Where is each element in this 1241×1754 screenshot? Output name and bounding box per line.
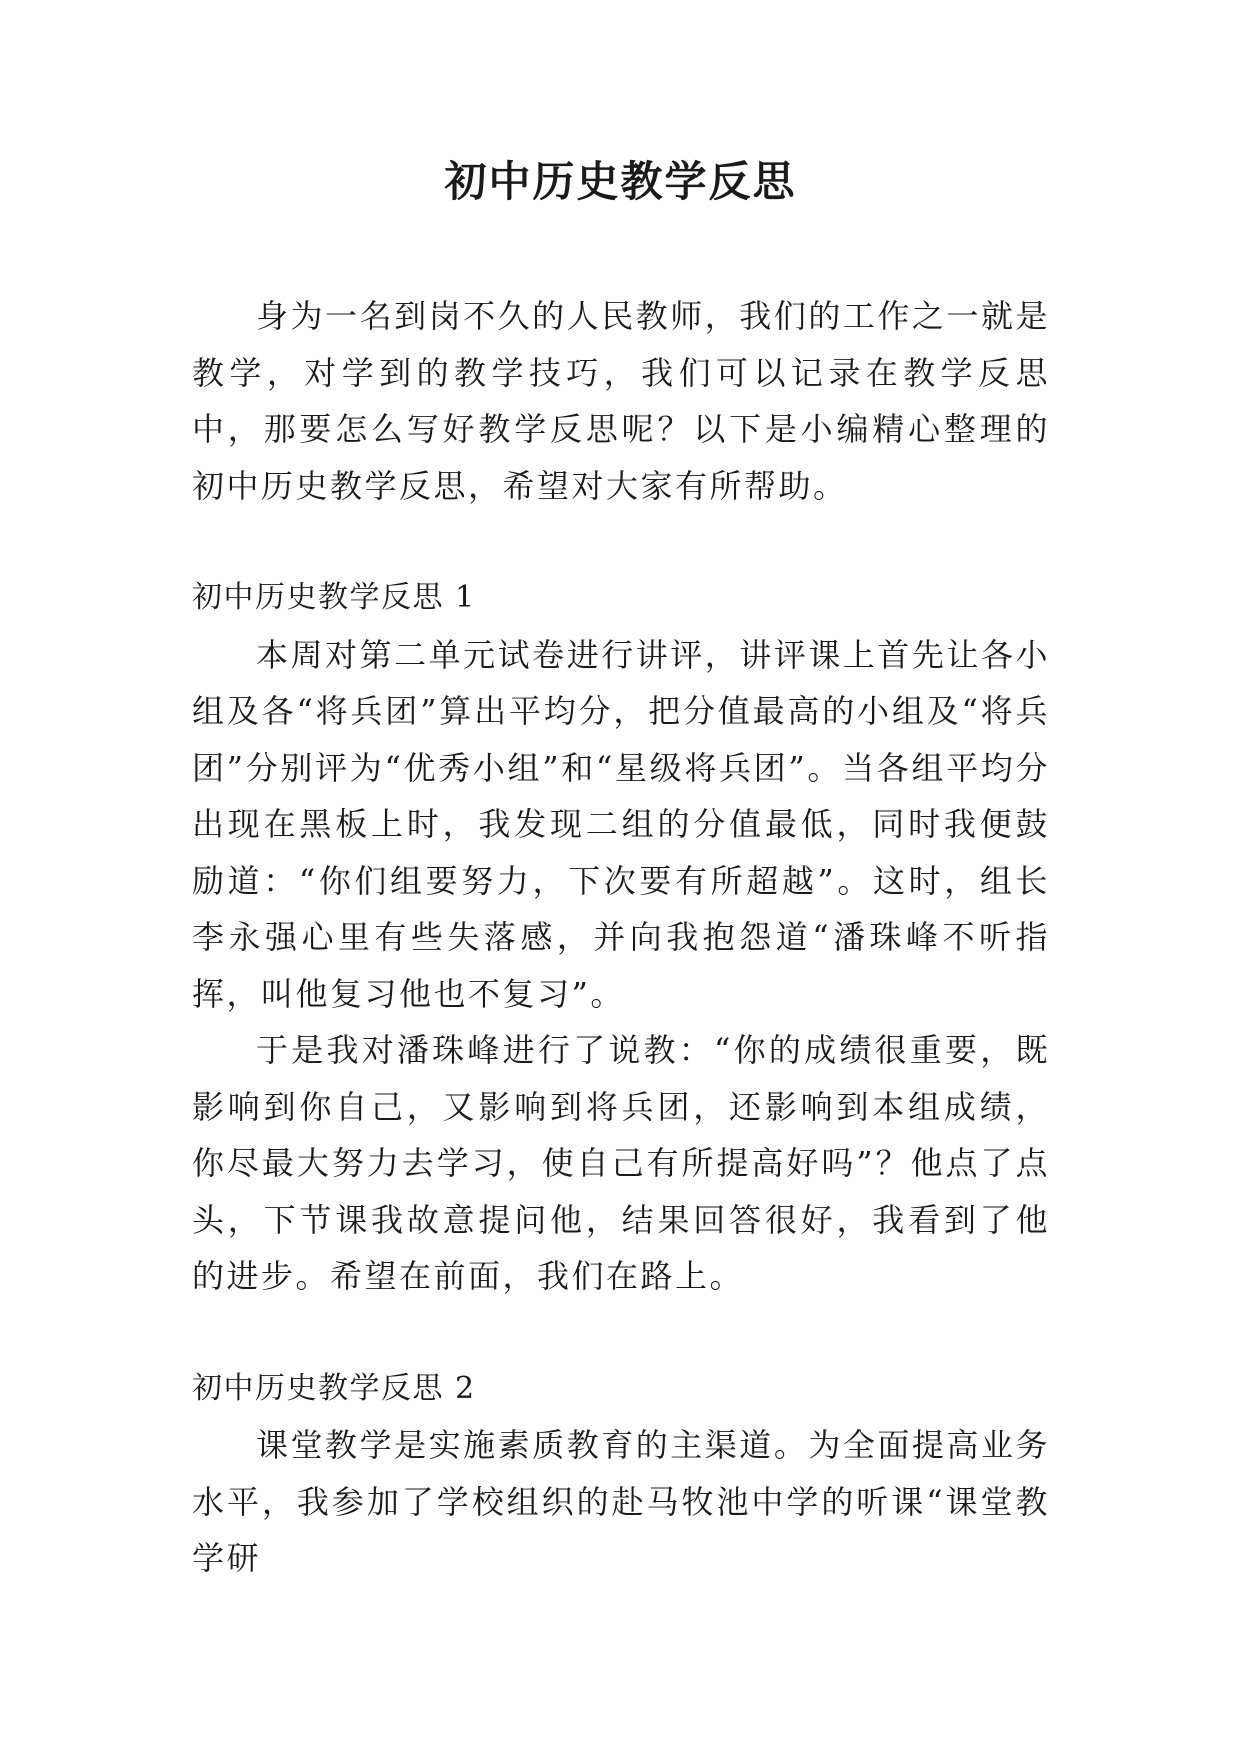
section-heading: 初中历史教学反思 1 bbox=[192, 580, 476, 615]
section-2 bbox=[192, 1361, 1050, 1587]
section-paragraph: 本周对第二单元试卷进行讲评，讲评课上首先让各小组及各“将兵团”算出平均分，把分值最高的小组及“将兵团”分别评为“优秀小组”和“星级将兵团”。当各组平均分出现在黑板上时，我发现二组的分值最低，同时我便鼓励道：“你们组要努力，下次要有所超越”。这时，组长李永强心里有些失落感，并向我抱怨道“潘珠峰不听指挥，叫他复习他也不复习”。 bbox=[192, 635, 1050, 1013]
section-gap bbox=[192, 1305, 1050, 1361]
section-paragraph: 课堂教学是实施素质教育的主渠道。为全面提高业务水平，我参加了学校组织的赴马牧池中学的听课“课堂教学研 bbox=[192, 1426, 1050, 1577]
section-heading: 初中历史教学反思 2 bbox=[192, 1370, 476, 1406]
section-gap bbox=[192, 514, 1050, 570]
intro-paragraph: 身为一名到岗不久的人民教师，我们的工作之一就是教学，对学到的教学技巧，我们可以记录在教学反思中，那要怎么写好教学反思呢？以下是小编精心整理的初中历史教学反思，希望对大家有所帮助。 bbox=[192, 297, 1050, 505]
document-title: 初中历史教学反思 bbox=[444, 157, 797, 206]
section-paragraph: 于是我对潘珠峰进行了说教：“你的成绩很重要，既影响到你自己，又影响到将兵团，还影响到本组成绩，你尽最大努力去学习，使自己有所提高好吗”？他点了点头，下节课我故意提问他，结果回答很好，我看到了他的进步。希望在前面，我们在路上。 bbox=[192, 1031, 1050, 1295]
section-1 bbox=[192, 570, 1050, 1305]
document-body bbox=[192, 288, 1050, 1587]
